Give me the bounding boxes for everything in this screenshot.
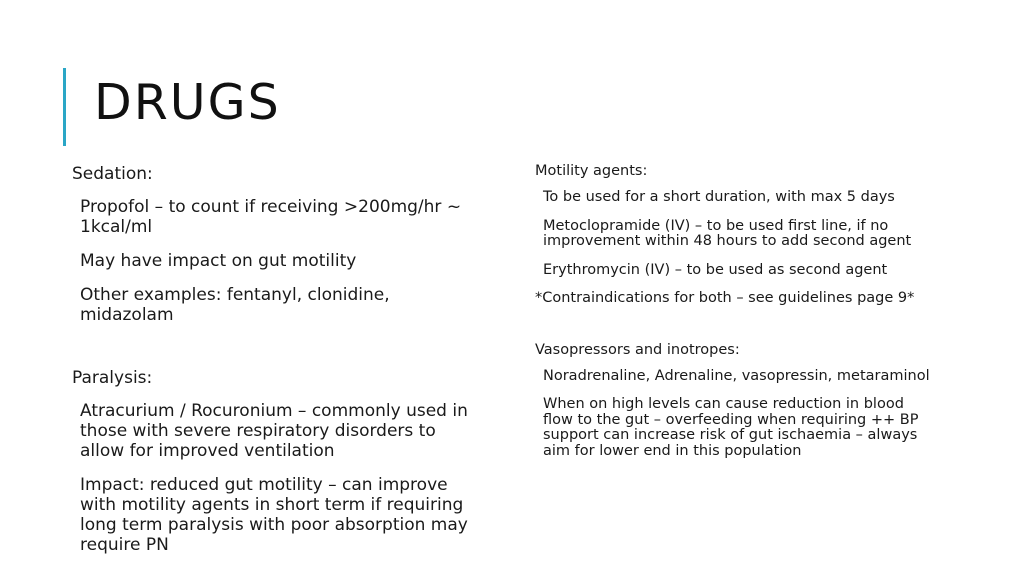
vasopressors-item: When on high levels can cause reduction in blood flow to the gut – overfeeding when requiring ++ BP support can increase risk of gut ischaemia – always aim for lower end in this population <box>543 396 919 459</box>
vasopressors-item: Noradrenaline, Adrenaline, vasopressin, metaraminol <box>543 367 930 384</box>
sedation-heading: Sedation: <box>72 164 153 184</box>
section-spacer <box>72 339 482 367</box>
title-accent-bar <box>63 68 66 146</box>
motility-heading: Motility agents: <box>535 163 648 179</box>
sedation-item: Propofol – to count if receiving >200mg/hr ~ 1kcal/ml <box>80 197 462 237</box>
left-column <box>72 163 482 569</box>
vasopressors-heading: Vasopressors and inotropes: <box>535 341 740 358</box>
paralysis-item: Atracurium / Rocuronium – commonly used in those with severe respiratory disorders to allow for improved ventilation <box>80 401 468 461</box>
right-column <box>535 162 935 472</box>
paralysis-heading: Paralysis: <box>72 368 153 388</box>
paralysis-item: Impact: reduced gut motility – can improve with motility agents in short term if requiring long term paralysis with poor absorption may require PN <box>80 475 468 555</box>
motility-item: Metoclopramide (IV) – to be used first line, if no improvement within 48 hours to add second agent <box>543 217 912 249</box>
motility-item: To be used for a short duration, with max 5 days <box>543 189 895 205</box>
sedation-item: May have impact on gut motility <box>80 251 357 271</box>
motility-item: Erythromycin (IV) – to be used as second agent <box>543 261 888 278</box>
slide-title: DRUGS <box>94 74 281 131</box>
sedation-item: Other examples: fentanyl, clonidine, midazolam <box>80 285 390 325</box>
section-spacer <box>535 319 935 341</box>
contraindications-note: *Contraindications for both – see guidelines page 9* <box>535 290 915 306</box>
